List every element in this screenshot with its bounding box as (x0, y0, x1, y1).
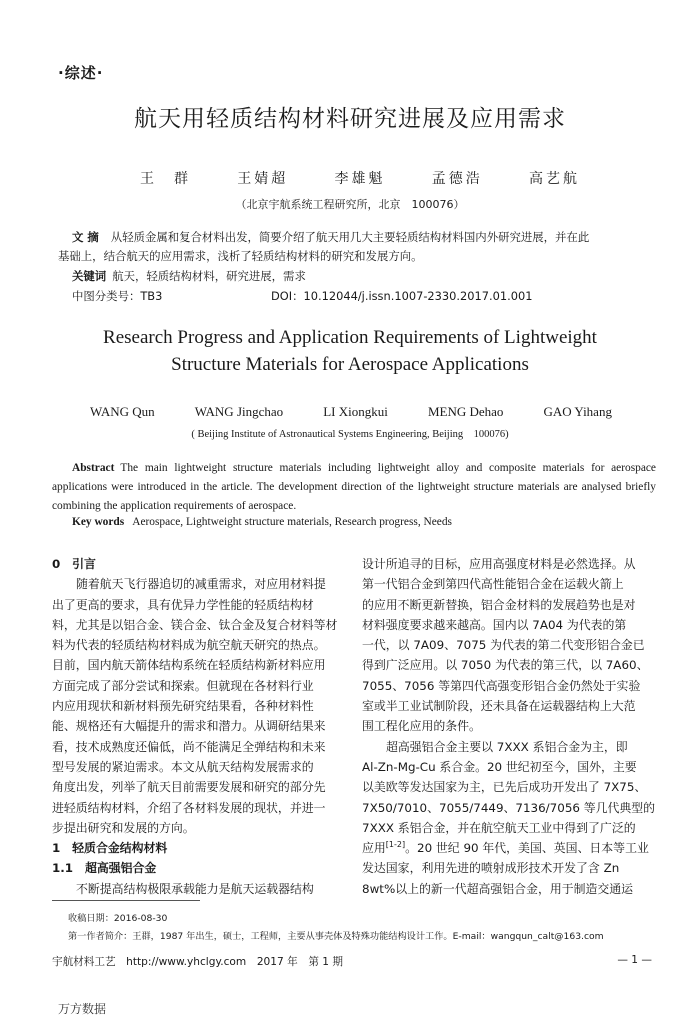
keywords-english (72, 516, 452, 528)
title-chinese: 航天用轻质结构材料研究进展及应用需求 (134, 106, 566, 132)
abstract-cn-label: 文摘 (72, 230, 103, 244)
watermark: 万方数据 (58, 1002, 107, 1016)
keywords-cn-label: 关键词 (72, 269, 107, 283)
citation-ref: [1-2] (385, 840, 406, 850)
title-english (0, 324, 700, 378)
body-column-right (362, 554, 657, 899)
keywords-chinese (72, 268, 652, 284)
section-heading: 1 轻质合金结构材料 (52, 841, 168, 856)
page-number: — 1 — (617, 954, 652, 966)
body-line: 设计所追寻的目标，应用高强度材料是必然选择。从 (362, 557, 636, 571)
body-line: 不断提高结构极限承载能力是航天运载器结构 (76, 881, 314, 896)
section-heading: 1.1 超高强铝合金 (52, 861, 157, 876)
abstract-en-text: The main lightweight structure materials including lightweight alloy and composite materials for aerospace applications were introduced in the article. The development direction of the lightweight structure materials are analysed briefly combining the application requirements of aerospace. (52, 462, 656, 512)
body-line: 应用[1-2]。20 世纪 90 年代，美国、英国、日本等工业 (362, 840, 649, 856)
body-line: 能、规格还有大幅提升的需求和潜力。从调研结果来 (52, 719, 326, 734)
author-en: LI Xiongkui (323, 404, 388, 419)
abstract-en-label: Abstract (72, 462, 115, 474)
body-line: 看，技术成熟度还偏低，尚不能满足全弹结构和未来 (52, 739, 326, 754)
authors-chinese (140, 168, 580, 188)
abstract-cn-line: 从轻质金属和复合材料出发，简要介绍了航天用几大主要轻质结构材料国内外研究进展，并在此 (110, 230, 590, 244)
body-line: 8wt%以上的新一代超高强铝合金，用于制造交通运 (362, 881, 634, 896)
author-en: GAO Yihang (543, 404, 612, 419)
body-line: 型号发展的紧迫需求。本文从航天结构发展需求的 (52, 759, 314, 774)
footer-journal: 宇航材料工艺 http://www.yhclgy.com 2017 年 第 1 期 (52, 956, 343, 968)
body-line: 内应用现状和新材料预先研究结果看，各种材料性 (52, 699, 314, 714)
body-line: 的应用不断更新替换，铝合金材料的发展趋势也是对 (362, 597, 636, 612)
title-en-line: Research Progress and Application Requirements of Lightweight (103, 327, 597, 348)
body-column-left (52, 554, 347, 899)
body-line: 7X50/7010、7055/7449、7136/7056 等几代典型的 (362, 800, 656, 815)
author-cn: 孟德浩 (431, 171, 483, 187)
body-line: 超高强铝合金主要以 7XXX 系铝合金为主，即 (386, 739, 628, 754)
author-cn: 王 群 (140, 171, 191, 187)
author-en: MENG Dehao (427, 404, 504, 419)
body-line: 目前，国内航天箭体结构系统在轻质结构新材料应用 (52, 658, 326, 673)
body-line: 7XXX 系铝合金，并在航空航天工业中得到了广泛的 (362, 820, 636, 835)
affiliation-english: ( Beijing Institute of Astronautical Systems Engineering, Beijing 100076) (191, 429, 509, 440)
body-line: 角度出发，列举了航天目前需要发展和研究的部分先 (52, 780, 326, 795)
body-line: 一代，以 7A09、7075 为代表的第二代变形铝合金已 (362, 638, 645, 653)
author-en: WANG Jingchao (194, 404, 284, 419)
clc-number: 中图分类号：TB3 (72, 289, 163, 303)
doi: DOI：10.12044/j.issn.1007-2330.2017.01.001 (271, 289, 533, 303)
body-line: 第一代铝合金到第四代高性能铝合金在运载火箭上 (362, 577, 624, 592)
abstract-chinese (58, 228, 658, 266)
author-cn: 高艺航 (529, 171, 580, 187)
section-heading: 0 引言 (52, 557, 96, 571)
author-en: WANG Qun (90, 404, 155, 419)
body-line: 步提出研究和发展的方向。 (52, 820, 195, 835)
section-tag: ·综述· (58, 64, 104, 82)
affiliation-chinese: （北京宇航系统工程研究所，北京 100076） (235, 198, 465, 211)
body-line: Al-Zn-Mg-Cu 系合金。20 世纪初至今，国外，主要 (362, 759, 637, 774)
body-line: 以美欧等发达国家为主，已先后成功开发出了 7X75、 (362, 780, 647, 795)
abstract-english (52, 459, 656, 516)
authors-english (90, 404, 612, 420)
body-line: 围工程化应用的条件。 (362, 719, 481, 734)
footnote-received: 收稿日期：2016-08-30 (68, 913, 168, 924)
body-line: 发达国家，利用先进的喷射成形技术开发了含 Zn (362, 861, 620, 876)
body-line: 得到广泛应用。以 7050 为代表的第三代，以 7A60、 (362, 658, 649, 673)
footnote-author: 第一作者简介：王群，1987 年出生，硕士，工程师，主要从事壳体及特殊功能结构设计工作。E-mail：wangqun_calt@163.com (68, 931, 604, 942)
author-cn: 李雄魁 (334, 171, 386, 187)
body-line: 料，尤其是以铝合金、镁合金、钛合金及复合材料等材 (52, 617, 338, 632)
author-cn: 王婧超 (237, 171, 289, 187)
body-line: 出了更高的要求，具有优异力学性能的轻质结构材 (52, 597, 314, 612)
body-line: 7055、7056 等第四代高强变形铝合金仍然处于实验 (362, 678, 641, 693)
keywords-cn-text: 航天，轻质结构材料，研究进展，需求 (112, 269, 306, 283)
body-line: 方面完成了部分尝试和探索。但就现在各材料行业 (52, 678, 314, 693)
body-line: 随着航天飞行器追切的减重需求，对应用材料提 (76, 577, 326, 592)
title-en-line: Structure Materials for Aerospace Applications (171, 354, 529, 375)
body-line: 料为代表的轻质结构材料成为航空航天研究的热点。 (52, 638, 326, 653)
body-line: 材料强度要求越来越高。国内以 7A04 为代表的第 (362, 617, 627, 632)
abstract-cn-line: 基础上，结合航天的应用需求，浅析了轻质结构材料的研究和发展方向。 (58, 249, 423, 263)
keywords-en-label: Key words (72, 516, 125, 528)
footnote-divider (52, 900, 200, 901)
body-line: 室或半工业试制阶段，还未具备在运载器结构上大范 (362, 699, 636, 714)
keywords-en-text: Aerospace, Lightweight structure materials, Research progress, Needs (132, 516, 452, 528)
body-line: 进轻质结构材料，介绍了各材料发展的现状，并进一 (52, 800, 326, 815)
